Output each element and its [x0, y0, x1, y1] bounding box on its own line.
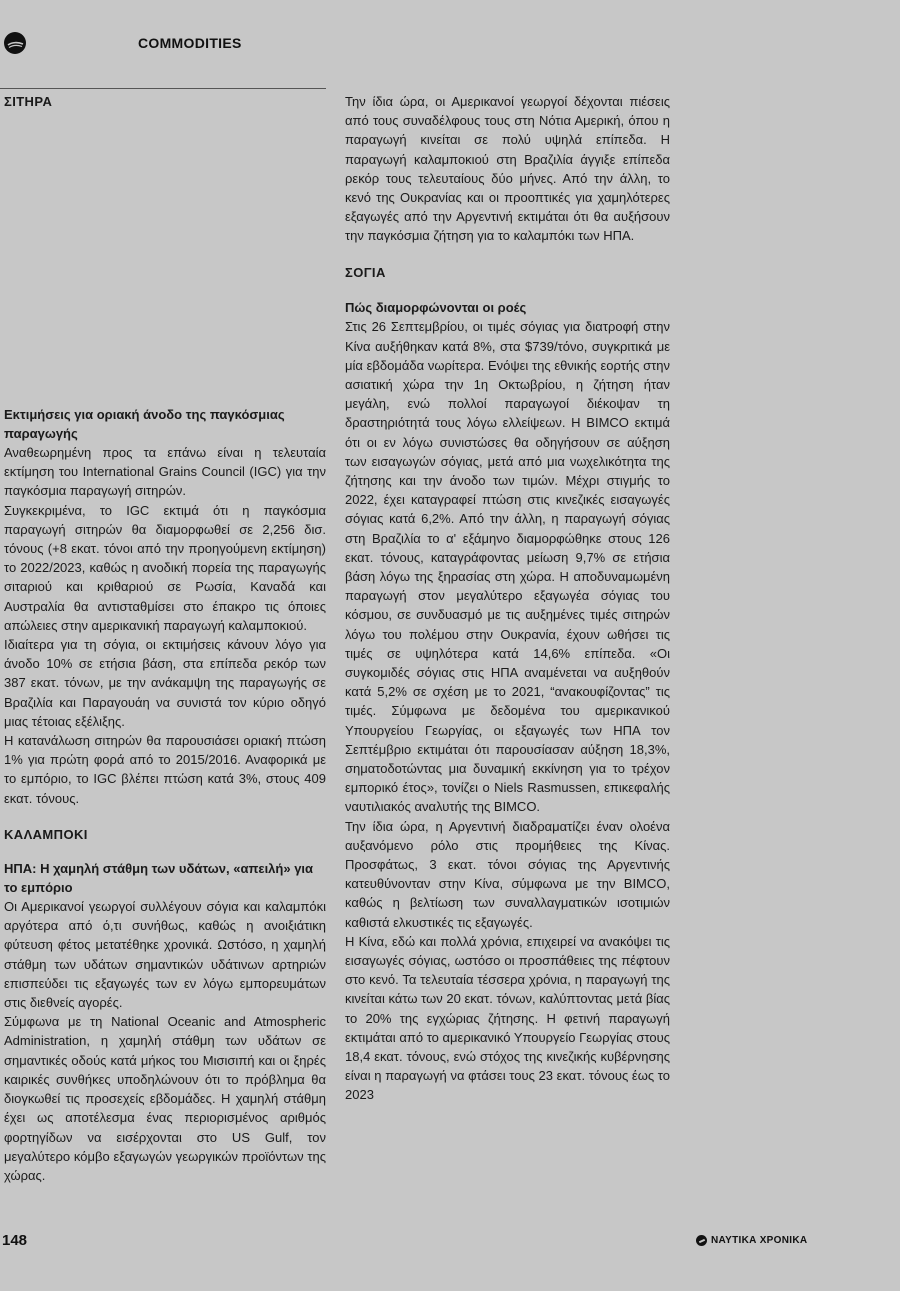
subheading-flows: Πώς διαμορφώνονται οι ροές: [345, 299, 527, 315]
magazine-logo-icon: [4, 32, 26, 54]
section-label: COMMODITIES: [138, 35, 242, 51]
paragraph: Στις 26 Σεπτεμβρίου, οι τιμές σόγιας για διατροφή στην Κίνα αυξήθηκαν κατά 8%, στα $739/τόνο, συγκριτικά με μία εβδομάδα νωρίτερα. Ενόψει της εθνικής εορτής στην ασιατική χώρα την 1η Οκτωβρίου, η ζήτηση ήταν μεγάλη, ενώ πολλοί παραγωγοί διέκοψαν τη δραστηριότητά τους λόγω ελλείψεων. Η BIMCO εκτιμά ότι οι εν λόγω συνιστώσες θα οδηγήσουν σε αύξηση των εισαγωγών σόγιας, μετά από μια νωχελικότητα της ζήτησης και την άνοδο των τιμών. Μέχρι στιγμής το 2022, έχει καταγραφεί πτώση στις κινεζικές εισαγωγές σόγιας κατά 6,2%. Από την άλλη, η παραγωγή σόγιας στη Βραζιλία το α' εξάμηνο διαμορφώθηκε στους 126 εκατ. τόνους, καταγράφοντας μείωση 9,7% σε ετήσια βάση λόγω της ξηρασίας στη χώρα. Η αποδυναμωμένη παραγωγή στον μεγαλύτερο εξαγωγέα σόγιας του κόσμου, σε συνδυασμό με τις αυξημένες τιμές σιτηρών λόγω του πολέμου στην Ουκρανία, έχουν ωθήσει τις τιμές σε υψηλότερα κατά 14,6% επίπεδα. «Οι συγκομιδές σόγιας στις ΗΠΑ αναμένεται να αυξηθούν κατά 5,2% σε σχέση με το 2021, “ανακουφίζοντας” τις τιμές. Σύμφωνα με δεδομένα του αμερικανικού Υπουργείου Γεωργίας, οι εξαγωγές των ΗΠΑ τον Σεπτέμβριο εκτιμάται ότι παρουσίασαν αύξηση 18,3%, σηματοδοτώντας μια δυναμική εκκίνηση για το τρέχον εμπορικό έτος», τονίζει ο Niels Rasmussen, επικεφαλής ναυτιλιακός αναλυτής της BIMCO.: [345, 319, 670, 815]
subheading-usa-water: ΗΠΑ: Η χαμηλή στάθμη των υδάτων, «απειλή» για το εμπόριο: [4, 861, 314, 895]
paragraph: Σύμφωνα με τη National Oceanic and Atmospheric Administration, η χαμηλή στάθμη των υδάτων σε σημαντικές οδούς κατά μήκος του Μισισιπή και οι ξηρές καιρικές συνθήκες υποδηλώνουν ότι το πρόβλημα θα διογκωθεί τις προσεχείς εβδομάδες. Η χαμηλή στάθμη έχει ως αποτέλεσμα ένας περιορισμένος αριθμός φορτηγίδων να εισέρχονται στο US Gulf, τον μεγαλύτερο κόμβο εξαγωγών γεωργικών προϊόντων της χώρας.: [4, 1014, 326, 1183]
section-heading-kalampoki: ΚΑΛΑΜΠΟΚΙ: [4, 826, 88, 842]
left-column-top: [4, 92, 326, 111]
section-heading-sitira: ΣΙΤΗΡΑ: [4, 94, 53, 109]
paragraph: Αναθεωρημένη προς τα επάνω είναι η τελευταία εκτίμηση του International Grains Council (IGC) για την παγκόσμια παραγωγή σιτηρών.: [4, 445, 326, 499]
subheading-igc: Εκτιμήσεις για οριακή άνοδο της παγκόσμιας παραγωγής: [4, 407, 285, 441]
paragraph: Την ίδια ώρα, οι Αμερικανοί γεωργοί δέχονται πιέσεις από τους συναδέλφους τους στη Νότια Αμερική, όπου η παραγωγή κινείται σε πολύ υψηλά επίπεδα. Η παραγωγή καλαμποκιού στη Βραζιλία άγγιξε επίπεδα ρεκόρ τους τελευταίους δύο μήνες. Από την άλλη, το κενό της Ουκρανίας και οι προοπτικές για χαμηλότερες εξαγωγές από την Αργεντινή εκτιμάται ότι θα αυξήσουν την παγκόσμια ζήτηση για το καλαμπόκι των ΗΠΑ.: [345, 94, 670, 244]
section-heading-sogia: ΣΟΓΙΑ: [345, 264, 386, 280]
paragraph: Συγκεκριμένα, το IGC εκτιμά ότι η παγκόσμια παραγωγή σιτηρών θα διαμορφωθεί σε 2,256 δισ. τόνους (+8 εκατ. τόνοι από την προηγούμενη εκτίμηση) το 2022/2023, καθώς η ανοδική πορεία της παραγωγής σιταριού και κριθαριού σε Ρωσία, Καναδά και Αυστραλία θα αντισταθμίσει στο έπακρο τις όποιες απώλειες στην αμερικανική παραγωγή καλαμποκιού.: [4, 502, 326, 633]
right-column: [345, 92, 670, 1105]
header-divider: [0, 88, 326, 89]
brand-logo-icon: [696, 1235, 707, 1246]
left-column: [4, 406, 326, 1185]
paragraph: Ιδιαίτερα για τη σόγια, οι εκτιμήσεις κάνουν λόγο για άνοδο 10% σε ετήσια βάση, στα επίπεδα ρεκόρ των 387 εκατ. τόνων, με την ανάκαμψη της παραγωγής σε Βραζιλία και Παραγουάη να συνιστά τον κύριο οδηγό μιας τέτοιας εξέλιξης.: [4, 637, 326, 729]
paragraph: Οι Αμερικανοί γεωργοί συλλέγουν σόγια και καλαμπόκι αργότερα από ό,τι συνήθως, καθώς η ανοιξιάτικη φύτευση φέτος μετατέθηκε χρονικά. Ωστόσο, η χαμηλή στάθμη των υδάτων σημαντικών υδάτινων αρτηριών επισπεύδει τις εξαγωγές των εν λόγω εμπορευμάτων στις διεθνείς αγορές.: [4, 899, 326, 1011]
footer-brand: [696, 1235, 807, 1246]
brand-name: ΝΑΥΤΙΚΑ ΧΡΟΝΙΚΑ: [711, 1235, 808, 1246]
paragraph: Η Κίνα, εδώ και πολλά χρόνια, επιχειρεί να ανακόψει τις εισαγωγές σόγιας, ωστόσο οι προσπάθειες της πέφτουν στο κενό. Τα τελευταία τέσσερα χρόνια, η παραγωγή της κινείται κάτω των 20 εκατ. τόνων, καλύπτοντας μετά βίας το 20% της εγχώριας ζήτησης. Η φετινή παραγωγή εκτιμάται από το αμερικανικό Υπουργείο Γεωργίας στους 18,4 εκατ. τόνους, ενώ στόχος της κινεζικής κυβέρνησης είναι η παραγωγή να φτάσει τους 23 εκατ. τόνους έως το 2023: [345, 933, 670, 1103]
paragraph: Η κατανάλωση σιτηρών θα παρουσιάσει οριακή πτώση 1% για πρώτη φορά από το 2015/2016. Αναφορικά με το εμπόριο, το IGC βλέπει πτώση κατά 3%, στους 409 εκατ. τόνους.: [4, 733, 326, 806]
paragraph: Την ίδια ώρα, η Αργεντινή διαδραματίζει έναν ολοένα αυξανόμενο ρόλο στις προμήθειες της Κίνας. Προσφάτως, 3 εκατ. τόνοι σόγιας της Αργεντινής κατευθύνονταν στην Κίνα, σύμφωνα με την BIMCO, καθώς η βελτίωση των συναλλαγματικών ισοτιμιών καθιστά ελκυστικές τις εξαγωγές.: [345, 818, 670, 930]
page-number: 148: [2, 1232, 28, 1249]
